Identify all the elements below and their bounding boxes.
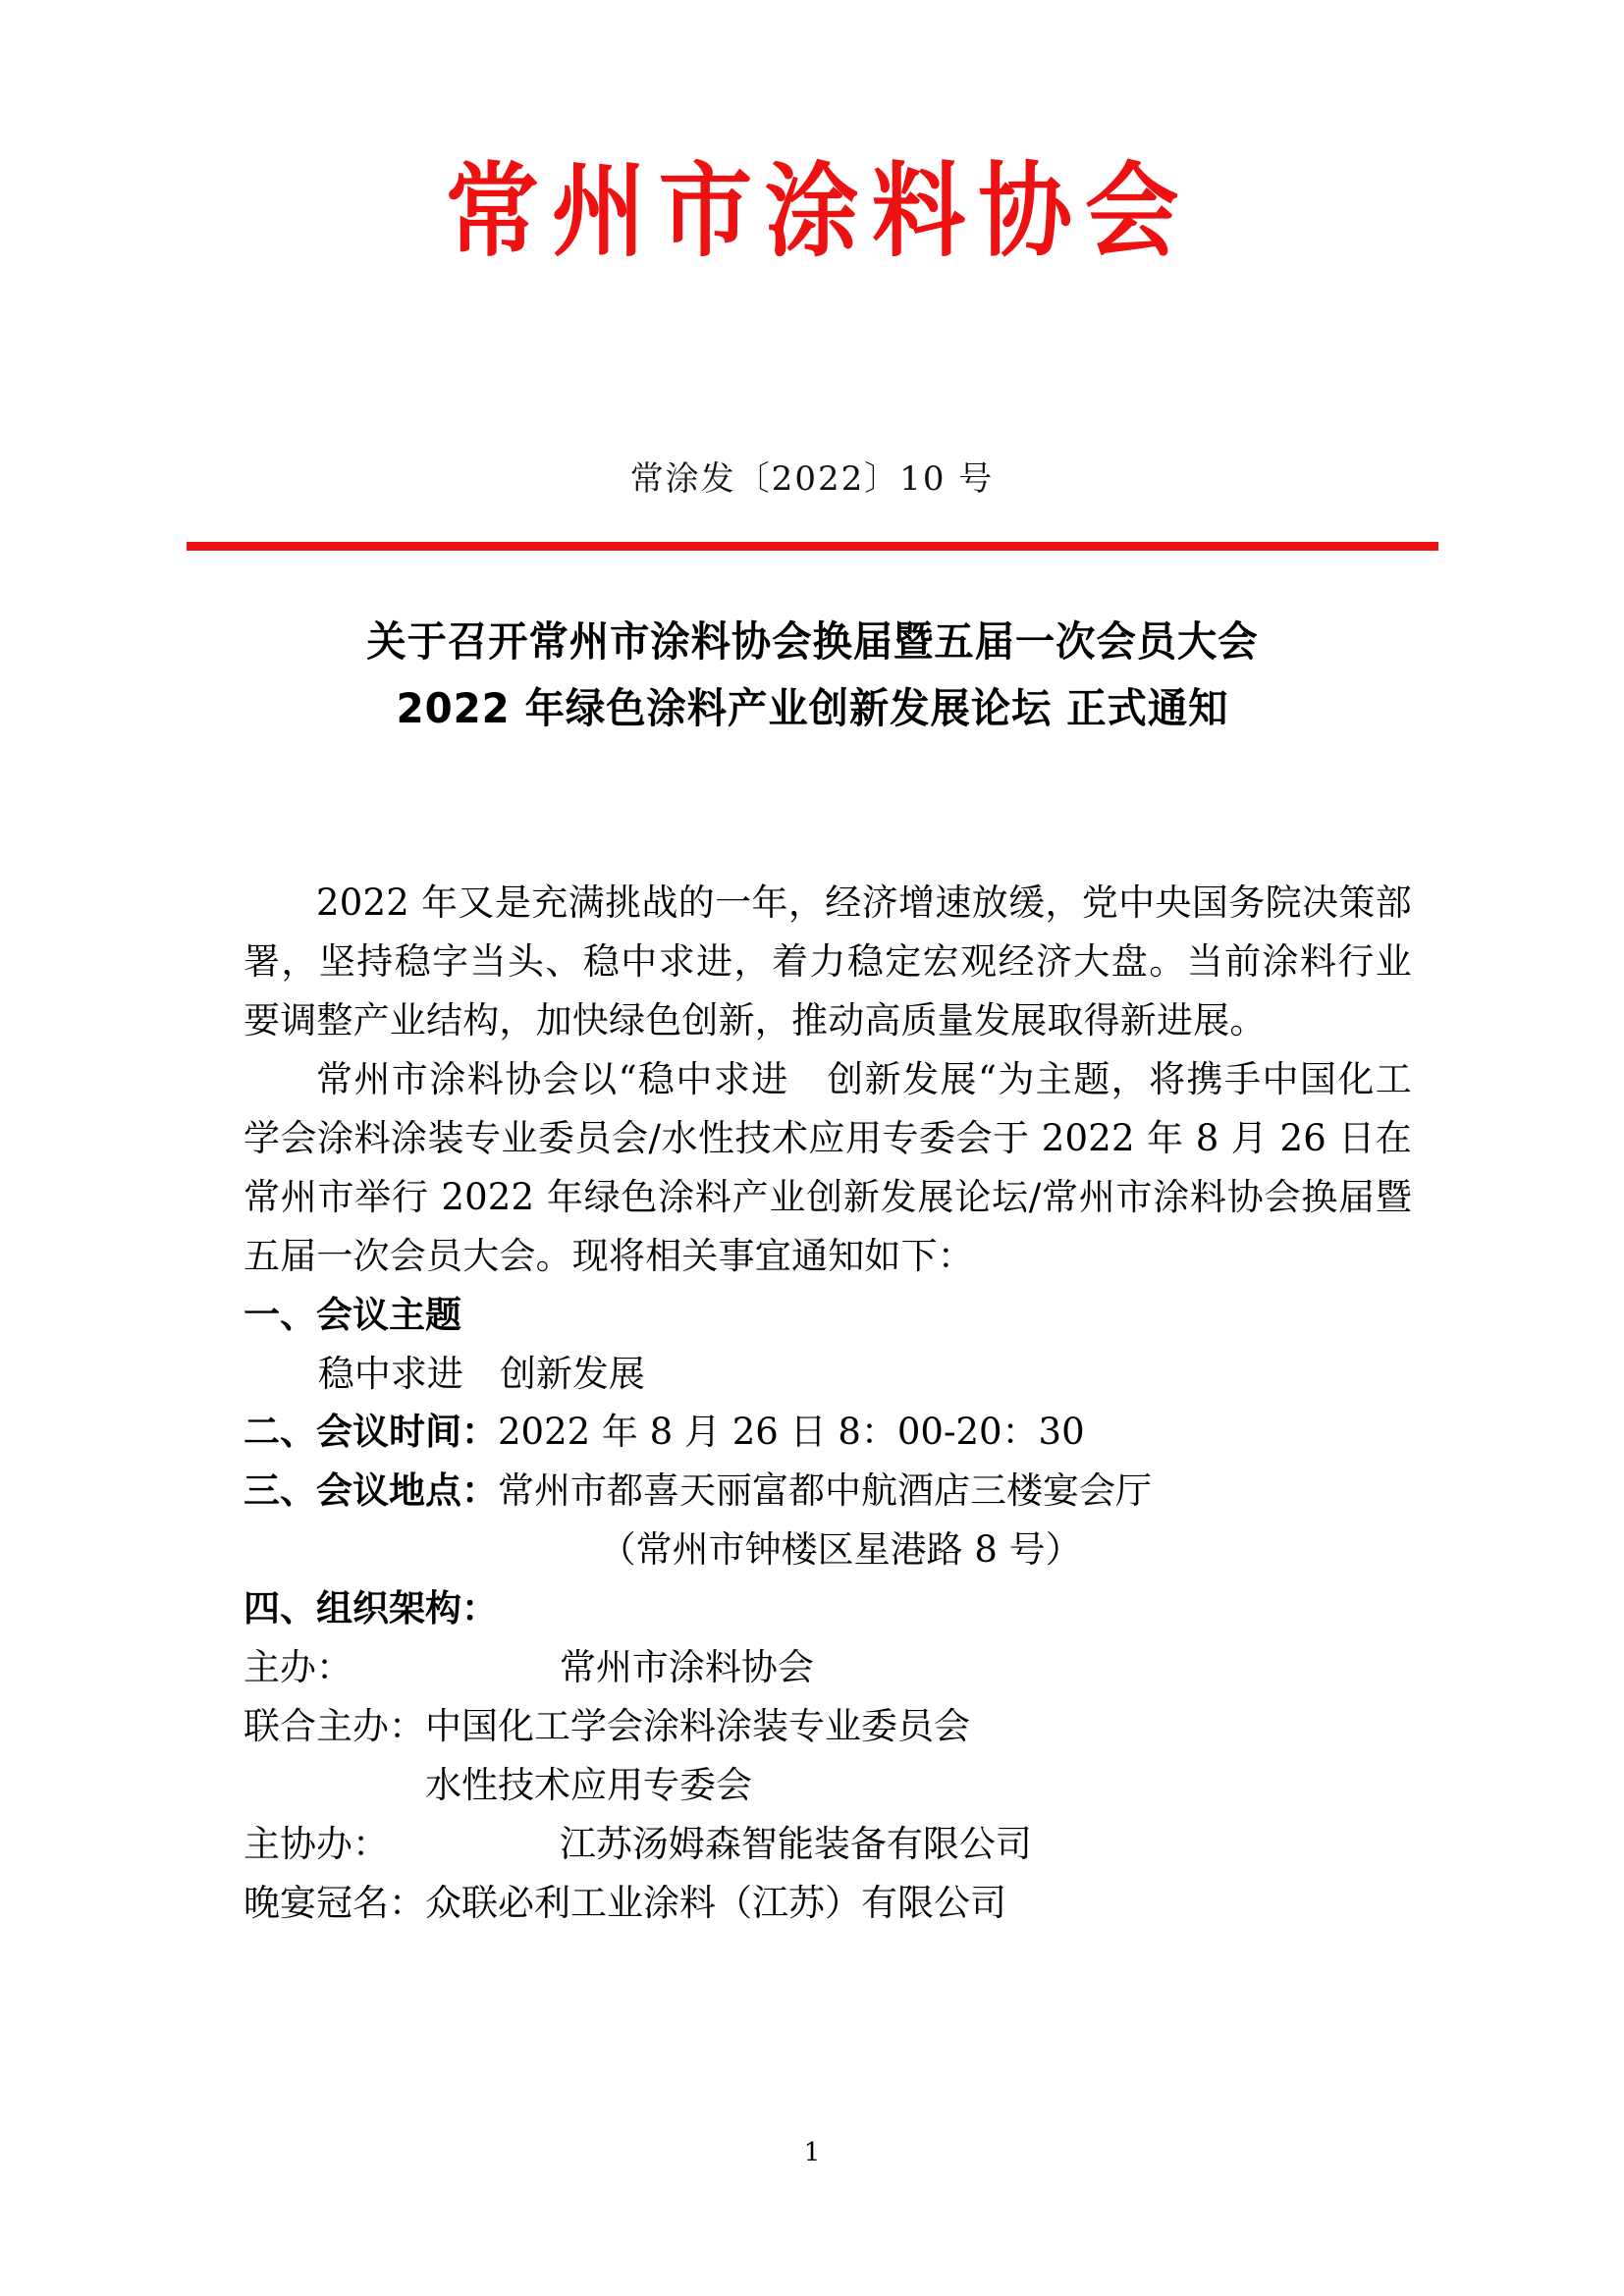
document-title — [187, 609, 1438, 742]
org-role-label: 主协办： — [244, 1823, 389, 1865]
org-role-label — [244, 1756, 425, 1815]
section-3-heading — [244, 1462, 1412, 1521]
org-role-label: 联合主办： — [244, 1705, 425, 1748]
page-number: 1 — [803, 2138, 821, 2167]
section-2-label: 二、会议时间： — [244, 1411, 498, 1454]
section-4-heading: 四、组织架构： — [244, 1587, 498, 1630]
document-title-line-2: 2022 年绿色涂料产业创新发展论坛 正式通知 — [396, 684, 1229, 733]
table-row — [244, 1874, 1032, 1933]
organization-title: 常州市涂料协会 — [445, 150, 1192, 271]
org-role-value: 江苏汤姆森智能装备有限公司 — [559, 1823, 1032, 1865]
section-2-heading — [244, 1403, 1412, 1462]
document-title-line-1: 关于召开常州市涂料协会换届暨五届一次会员大会 — [366, 617, 1259, 666]
section-3-value: 常州市都喜天丽富都中航酒店三楼宴会厅 — [498, 1469, 1152, 1513]
table-row — [244, 1756, 1032, 1815]
organization-table — [244, 1638, 1032, 1933]
red-divider-rule — [187, 542, 1438, 551]
org-role-value: 水性技术应用专委会 — [425, 1764, 752, 1807]
section-3-address: （常州市钟楼区星港路 8 号） — [599, 1528, 1082, 1572]
body-paragraph-2: 常州市涂料协会以“稳中求进 创新发展“为主题，将携手中国化工学会涂料涂装专业委员会/水性技术应用专委会于 2022 年 8 月 26 日在常州市举行 2022 年绿色涂料产业创新发展论坛/常州市涂料协会换届暨五届一次会员大会。现将相关事宜通知如下： — [244, 1057, 1412, 1277]
org-role-label: 晚宴冠名： — [244, 1881, 425, 1924]
org-role-label: 主办： — [244, 1646, 352, 1689]
body-paragraph-1: 2022 年又是充满挑战的一年，经济增速放缓，党中央国务院决策部署，坚持稳字当头、稳中求进，着力稳定宏观经济大盘。当前涂料行业要调整产业结构，加快绿色创新，推动高质量发展取得新进展。 — [244, 881, 1412, 1041]
section-3-label: 三、会议地点： — [244, 1469, 498, 1513]
org-role-value: 中国化工学会涂料涂装专业委员会 — [425, 1705, 970, 1748]
document-body — [244, 874, 1412, 1933]
document-number: 常涂发〔2022〕10 号 — [629, 459, 995, 499]
table-row — [244, 1815, 1032, 1874]
section-1-content: 稳中求进 创新发展 — [317, 1352, 645, 1395]
letterhead — [0, 147, 1624, 275]
table-row — [244, 1697, 1032, 1756]
section-2-value: 2022 年 8 月 26 日 8：00-20：30 — [498, 1411, 1085, 1454]
section-1-heading: 一、会议主题 — [244, 1293, 461, 1336]
table-row — [244, 1638, 1032, 1697]
org-role-value: 众联必利工业涂料（江苏）有限公司 — [425, 1881, 1006, 1924]
org-role-value: 常州市涂料协会 — [559, 1646, 814, 1689]
